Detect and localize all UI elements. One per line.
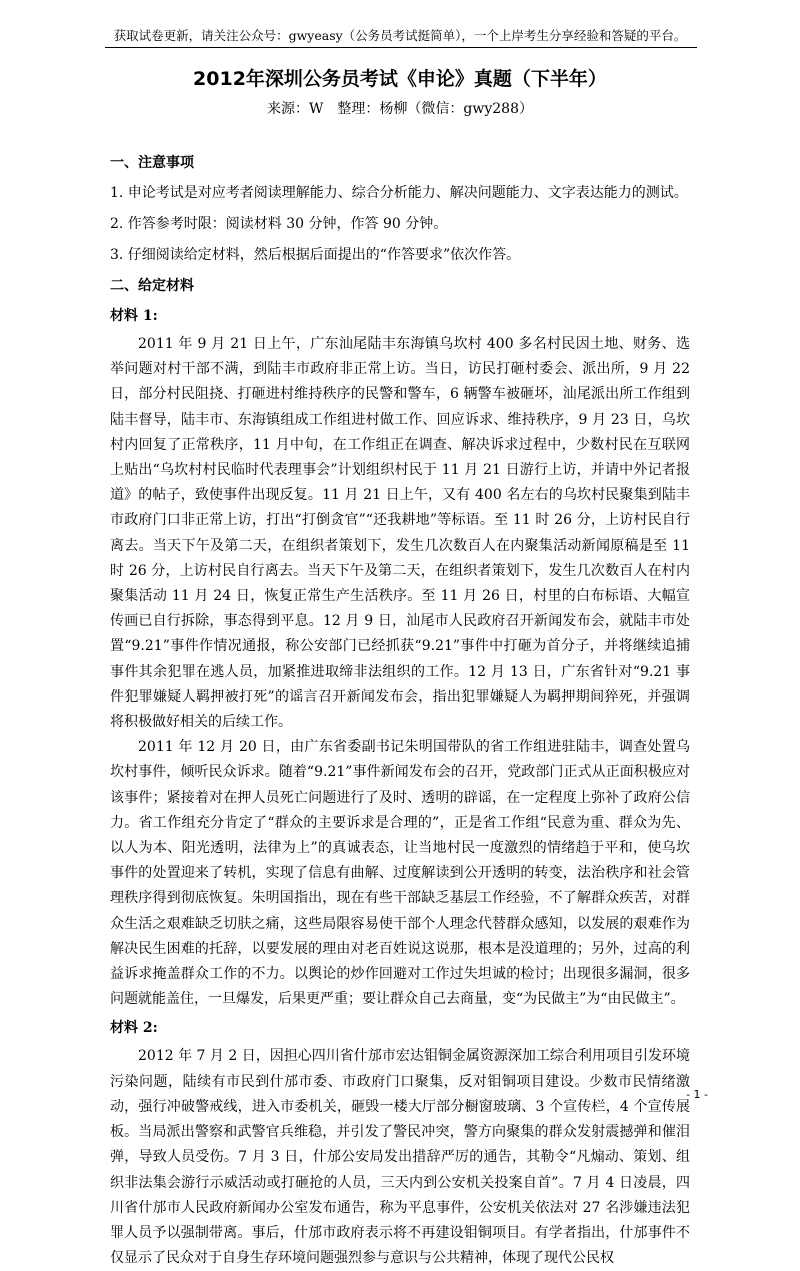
material-1-paragraph: 2011 年 12 月 20 日，由广东省委副书记朱明国带队的省工作组进驻陆丰，调查处置乌坎村事件，倾听民众诉求。随着“9.21”事件新闻发布会的召开，党政部门正式从正面积极应对该事件；紧接着对在押人员死亡问题进行了及时、透明的辟谣，在一定程度上弥补了政府公信力。省工作组充分肯定了“群众的主要诉求是合理的”，正是省工作组“民意为重、群众为先、以人为本、阳光透明，法律为上”的真诚表态，让当地村民一度激烈的情绪趋于平和，使乌坎事件的处置迎来了转机，实现了信息有曲解、过度解读到公开透明的转变，法治秩序和社会管理秩序得到彻底恢复。朱明国指出，现在有些干部缺乏基层工作经验，不了解群众疾苦，对群众生活之艰难缺乏切肤之痛，这些局限容易使干部个人理念代替群众感知，以发展的艰难作为解决民生困难的托辞，以要发展的理由对老百姓说这说那，根本是没道理的；另外，过高的利益诉求掩盖群众工作的不力。以舆论的炒作回避对工作过失坦诚的检讨；出现很多漏洞，很多问题就能盖住，一旦爆发，后果更严重；要让群众自己去商量，变“为民做主”为“由民做主”。 (110, 739, 690, 1008)
material-1-paragraph: 2011 年 9 月 21 日上午，广东汕尾陆丰东海镇乌坎村 400 多名村民因土地、财务、选举问题对村干部不满，到陆丰市政府非正常上访。当日，访民打砸村委会、派出所，9 月 22 日，部分村民阻挠、打砸进村维持秩序的民警和警车，6 辆警车被砸坏，汕尾派出所工作组到陆丰督导，陆丰市、东海镇组成工作组进村做工作、回应诉求、维持秩序，9 月 23 日，乌坎村内回复了正常秩序，11 月中旬，在工作组正在调查、解决诉求过程中，少数村民在互联网上贴出“乌坎村村民临时代表理事会”计划组织村民于 11 月 21 日游行上访，并请中外记者报道》的帖子，致使事件出现反复。11 月 21 日上午，又有 400 名左右的乌坎村民聚集到陆丰市政府门口非正常上访，打出“打倒贪官”“还我耕地”等标语。至 11 时 26 分，上访村民自行离去。当天下午及第二天，在组织者策划下，发生几次数百人在内聚集活动新闻原稿是至 11 时 26 分，上访村民自行离去。当天下午及第二天，在组织者策划下，发生几次数百人在村内聚集活动 11 月 24 日，恢复正常生产生活秩序。至 11 月 26 日，村里的白布标语、大幅宣传画已自行拆除，事态得到平息。12 月 9 日，汕尾市人民政府召开新闻发布会，就陆丰市处置“9.21”事件作情况通报，称公安部门已经抓获“9.21”事件中打砸为首分子，并将继续追捕事件其余犯罪在逃人员，加紧推进取缔非法组织的工作。12 月 13 日，广东省针对“9.21 事件犯罪嫌疑人羁押被打死”的谣言召开新闻发布会，指出犯罪嫌疑人为羁押期间猝死，并强调将积极做好相关的后续工作。 (110, 336, 690, 731)
notes-heading: 一、注意事项 (110, 155, 194, 171)
header-divider (105, 47, 697, 48)
document-title: 2012年深圳公务员考试《申论》真题（下半年） (193, 68, 607, 90)
page-number: - 1 - (686, 1088, 708, 1101)
materials-heading: 二、给定材料 (110, 278, 194, 294)
header-notice: 获取试卷更新，请关注公众号：gwyeasy（公务员考试挺简单），一个上岸考生分享经验和答疑的平台。 (113, 28, 687, 43)
material-1-label: 材料 1: (110, 308, 158, 324)
note-item: 1. 申论考试是对应考者阅读理解能力、综合分析能力、解决问题能力、文字表达能力的测试。 (110, 185, 688, 201)
note-item: 2. 作答参考时限：阅读材料 30 分钟，作答 90 分钟。 (110, 216, 448, 232)
note-item: 3. 仔细阅读给定材料，然后根据后面提出的“作答要求”依次作答。 (110, 247, 521, 263)
document-body (110, 150, 690, 1271)
document-source: 来源：W 整理：杨柳（微信：gwy288） (267, 101, 533, 117)
material-2-paragraph: 2012 年 7 月 2 日，因担心四川省什邡市宏达钼铜金属资源深加工综合利用项目引发环境污染问题，陆续有市民到什邡市委、市政府门口聚集，反对钼铜项目建设。少数市民情绪激动，强行冲破警戒线，进入市委机关，砸毁一楼大厅部分橱窗玻璃、3 个宣传栏，4 个宣传展板。当局派出警察和武警官兵维稳，并引发了警民冲突，警方向聚集的群众发射震撼弹和催泪弹，导致人员受伤。7 月 3 日，什邡公安局发出措辞严厉的通告，其勒令“凡煽动、策划、组织非法集会游行示威活动或打砸抢的人员，三天内到公安机关投案自首”。7 月 4 日凌晨，四川省什邡市人民政府新闻办公室发布通告，称为平息事件，公安机关依法对 27 名涉嫌违法犯罪人员予以强制带离。事后，什邡市政府表示将不再建设钼铜项目。有学者指出，什邡事件不仅显示了民众对于自身生存环境问题强烈参与意识与公共精神，体现了现代公民权 (110, 1048, 690, 1267)
material-2-label: 材料 2: (110, 1020, 158, 1037)
